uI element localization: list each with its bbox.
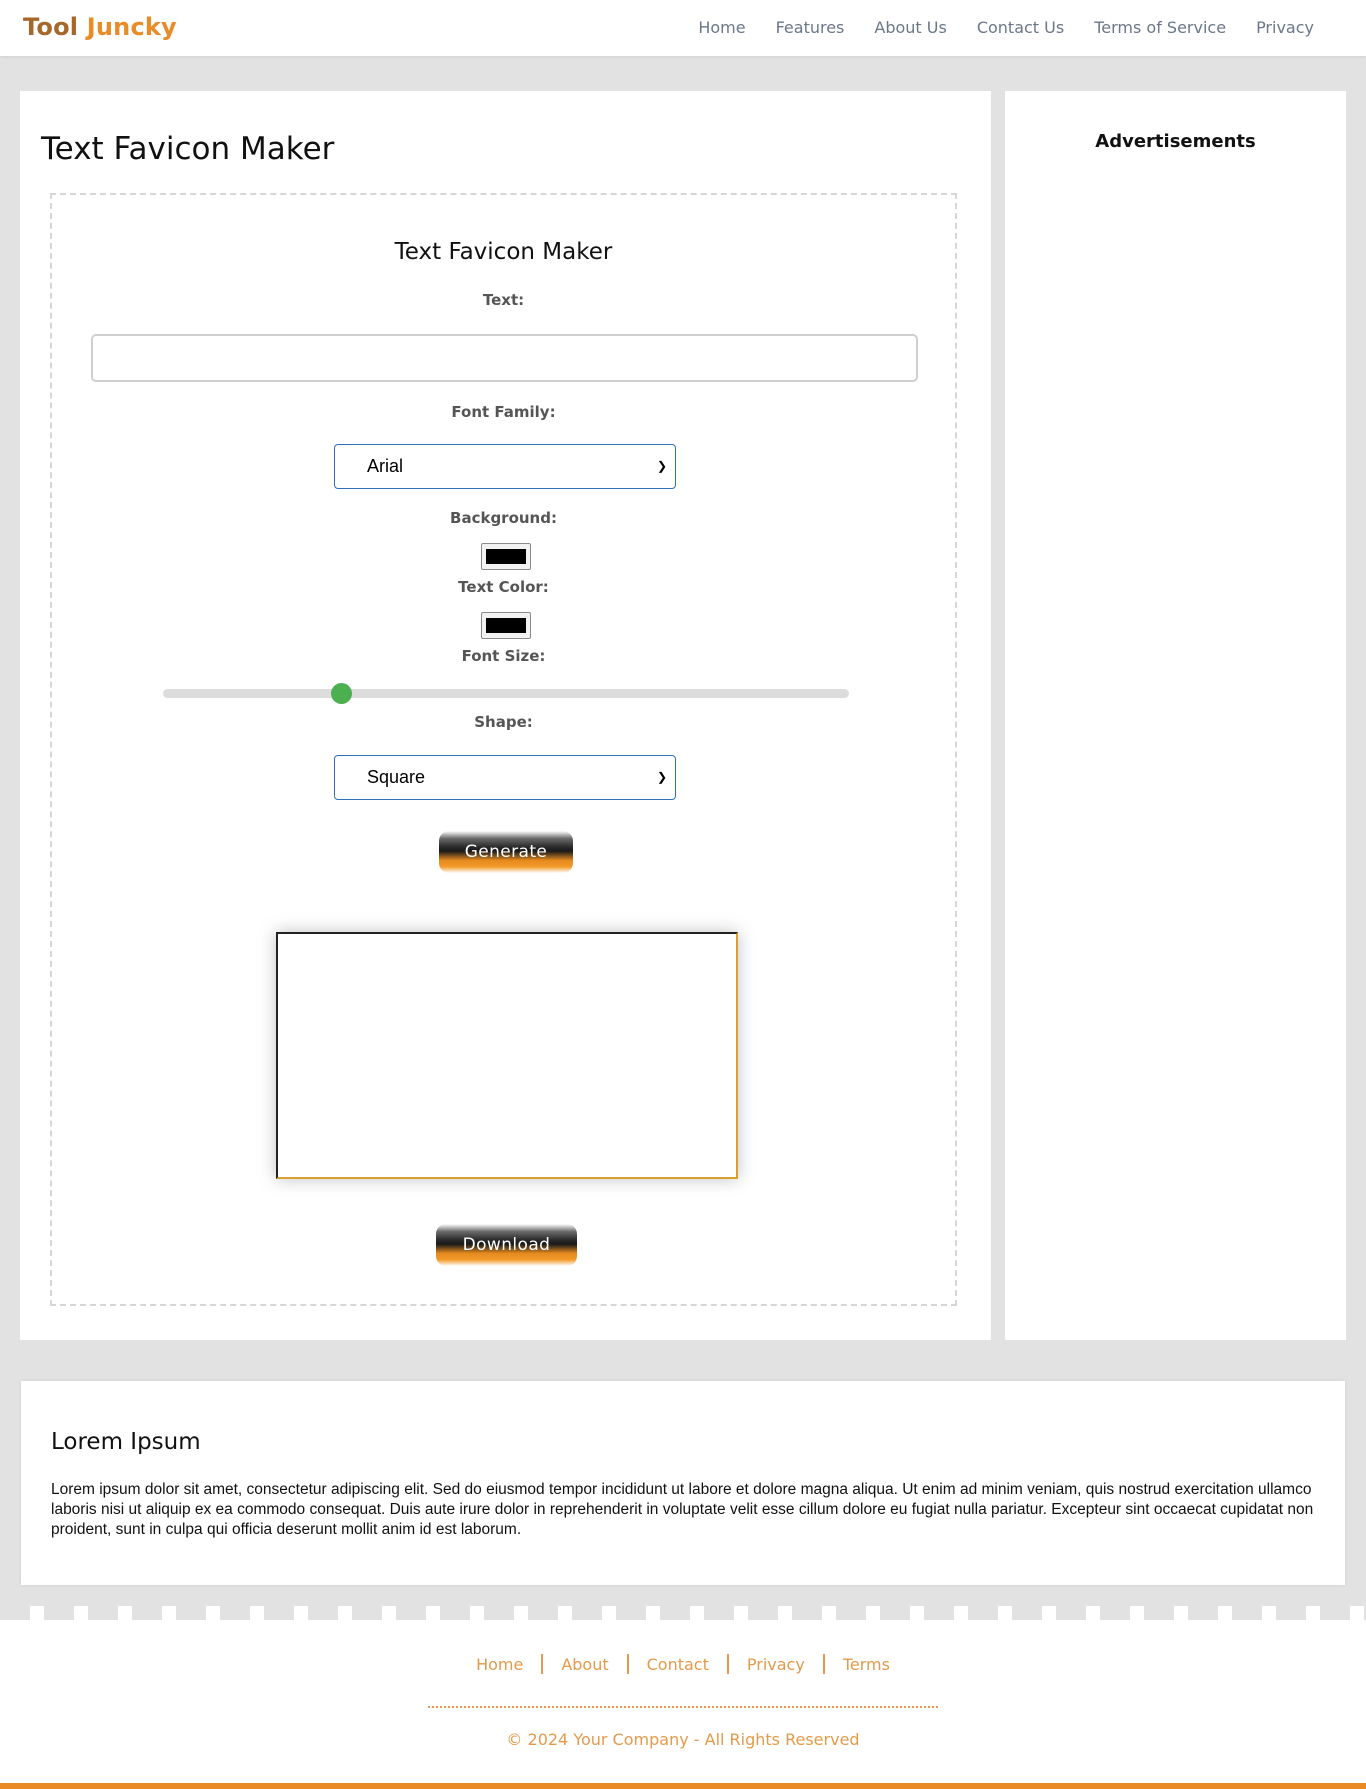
- sidebar-ads: [1005, 91, 1346, 1340]
- nav-about-us[interactable]: About Us: [874, 18, 947, 37]
- font-size-label: Font Size:: [461, 647, 546, 665]
- lorem-paragraph: Lorem ipsum dolor sit amet, consectetur adipiscing elit. Sed do eiusmod tempor incididunt ut labore et dolore magna aliqua. Ut enim ad minim veniam, quis nostrud exercitation ullamco laboris nisi ut aliquip ex ea commodo consequat. Duis aute irure dolor in reprehenderit in voluptate velit esse cillum dolore eu fugiat nulla pariatur. Excepteur sint occaecat cupidatat non proident, sunt in culpa qui officia deserunt mollit anim id est laborum.: [51, 1481, 1314, 1538]
- copyright-text: © 2024 Your Company - All Rights Reserved: [506, 1730, 860, 1749]
- chevron-down-icon: ❯: [656, 770, 667, 784]
- font-family-label: Font Family:: [451, 403, 556, 421]
- page-title: Text Favicon Maker: [41, 131, 335, 167]
- main-card: [20, 91, 991, 1340]
- site-logo[interactable]: [23, 13, 177, 41]
- favicon-tool-box: [50, 193, 957, 1306]
- background-color-swatch: [486, 549, 526, 564]
- chevron-down-icon: ❯: [656, 459, 667, 473]
- logo-text-part1: Tool: [23, 13, 79, 41]
- font-family-selected-value: Arial: [367, 456, 404, 476]
- shape-select[interactable]: [334, 755, 676, 800]
- shape-selected-value: Square: [367, 767, 426, 787]
- footer-link-privacy[interactable]: Privacy: [746, 1654, 805, 1674]
- logo-text-part2: Juncky: [86, 13, 177, 41]
- nav-privacy[interactable]: Privacy: [1256, 18, 1314, 37]
- main-nav: [668, 18, 1314, 37]
- font-family-select[interactable]: [334, 444, 676, 489]
- nav-features[interactable]: Features: [775, 18, 845, 37]
- footer-link-contact[interactable]: Contact: [646, 1654, 709, 1674]
- nav-terms-of-service[interactable]: Terms of Service: [1094, 18, 1227, 37]
- text-color-swatch: [486, 618, 526, 633]
- tool-title: Text Favicon Maker: [394, 239, 613, 265]
- footer-link-home[interactable]: Home: [476, 1654, 524, 1674]
- footer-zigzag-border: [0, 1606, 1366, 1620]
- advertisements-title: Advertisements: [1095, 131, 1256, 152]
- footer-nav: [0, 1654, 1366, 1674]
- download-button[interactable]: Download: [436, 1224, 577, 1266]
- nav-contact-us[interactable]: Contact Us: [976, 18, 1065, 37]
- lorem-section: [21, 1381, 1345, 1585]
- text-label: Text:: [482, 291, 525, 309]
- text-input[interactable]: [91, 334, 918, 382]
- text-color-picker[interactable]: [481, 612, 531, 639]
- favicon-preview-canvas: [276, 932, 738, 1179]
- footer: [0, 1620, 1366, 1783]
- background-color-picker[interactable]: [481, 543, 531, 570]
- background-label: Background:: [450, 509, 557, 527]
- footer-link-about[interactable]: About: [561, 1654, 609, 1674]
- text-color-label: Text Color:: [458, 578, 549, 596]
- font-size-slider[interactable]: [163, 689, 849, 698]
- nav-home[interactable]: Home: [698, 18, 746, 37]
- lorem-title: Lorem Ipsum: [51, 1429, 201, 1455]
- bottom-accent-bar: [0, 1783, 1366, 1789]
- shape-label: Shape:: [474, 713, 533, 731]
- top-header: [0, 0, 1366, 56]
- font-size-slider-thumb[interactable]: [331, 683, 352, 704]
- generate-button[interactable]: Generate: [439, 831, 573, 873]
- footer-link-terms[interactable]: Terms: [842, 1654, 890, 1674]
- footer-dotted-rule: [428, 1706, 938, 1708]
